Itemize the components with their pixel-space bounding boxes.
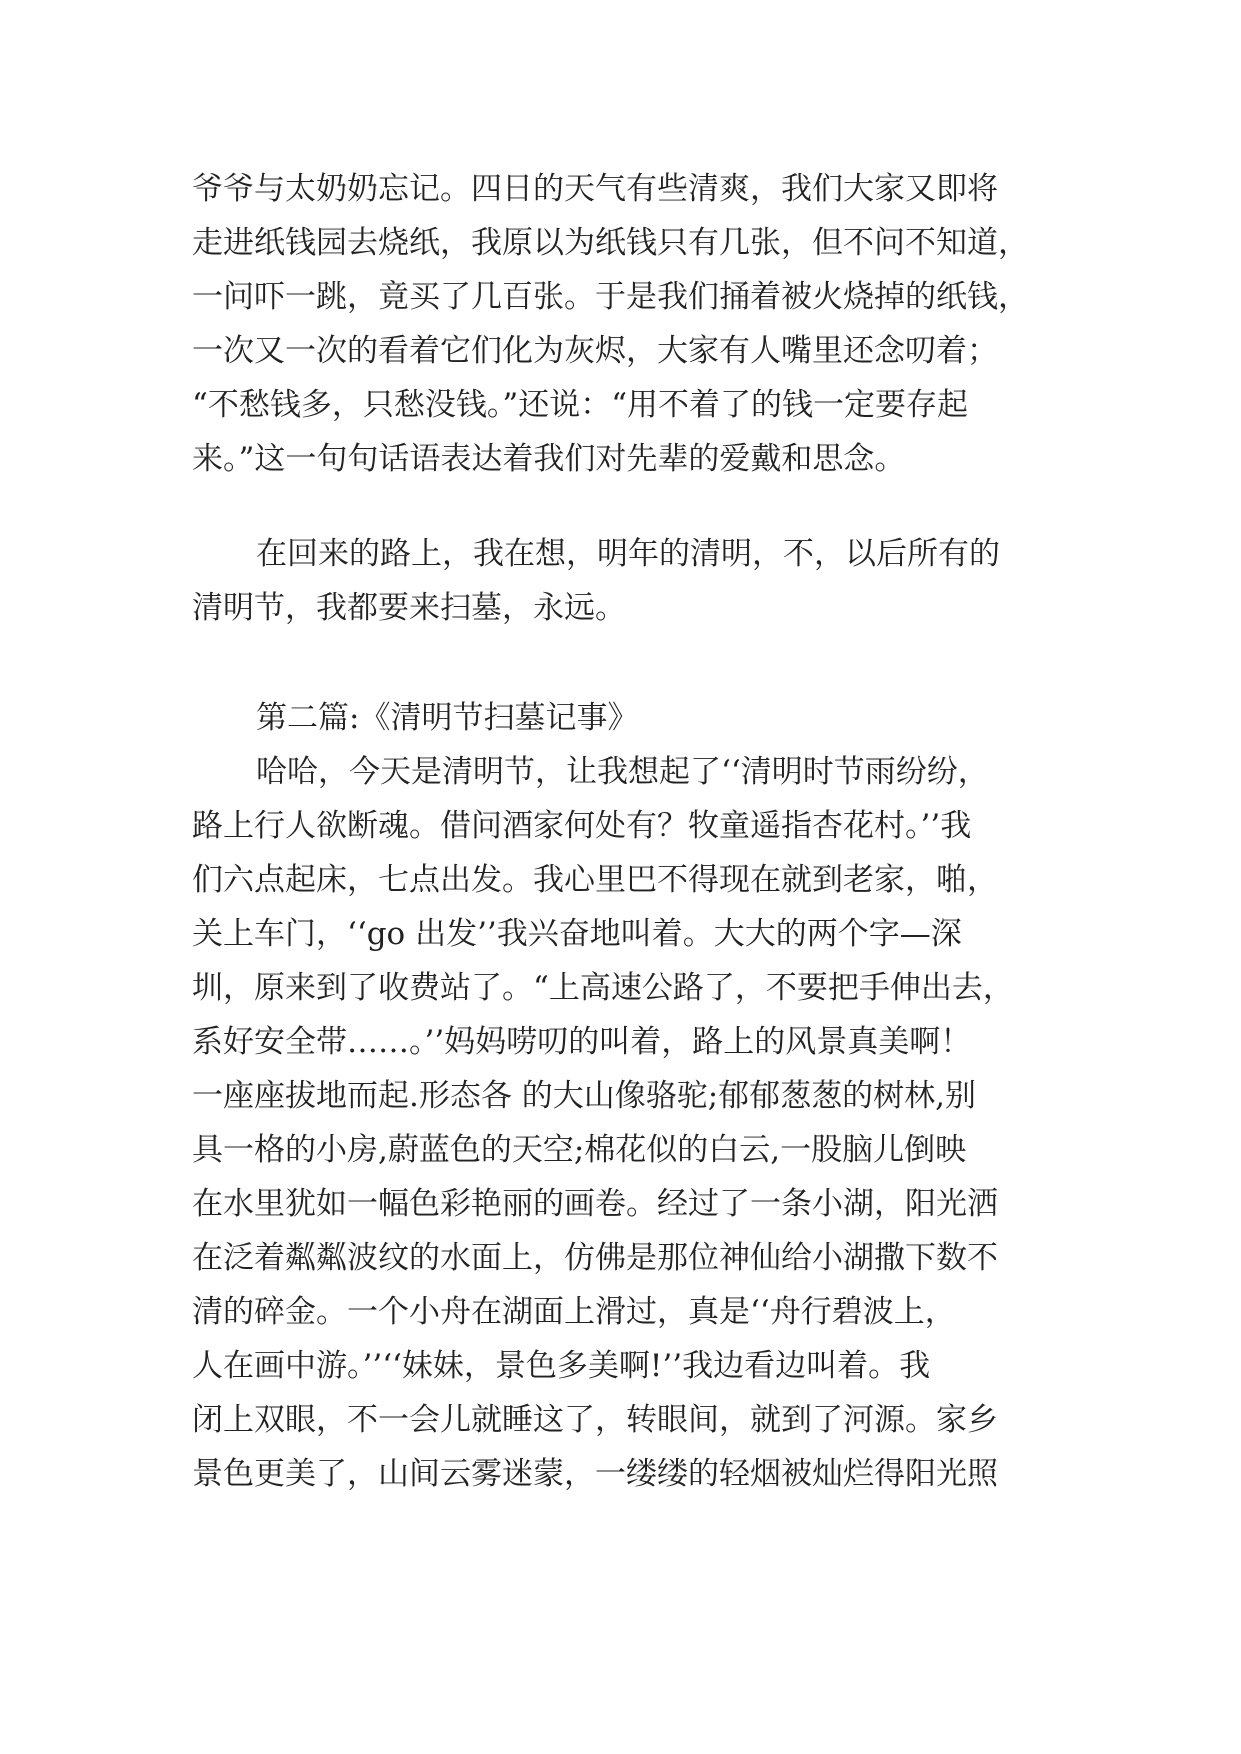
paragraph-continuation [192,162,1072,486]
text-line: 在泛着粼粼波纹的水面上，仿佛是那位神仙给小湖撒下数不 [192,1240,998,1276]
paragraph-ending [192,527,1072,635]
second-essay [192,691,1072,1501]
text-line: 一次又一次的看着它们化为灰烬，大家有人嘴里还念叨着； [192,333,998,369]
section-title: 第二篇:《清明节扫墓记事》 [256,700,639,736]
text-line: 景色更美了，山间云雾迷蒙，一缕缕的轻烟被灿烂得阳光照 [192,1456,998,1492]
text-line: 关上车门，‘‘go 出发’’我兴奋地叫着。大大的两个字—深 [192,916,962,952]
text-line: 系好安全带……。’’妈妈唠叨的叫着，路上的风景真美啊！ [192,1024,972,1060]
text-line: 清明节，我都要来扫墓，永远。 [192,590,626,626]
text-line: 清的碎金。一个小舟在湖面上滑过，真是‘‘舟行碧波上， [192,1294,956,1330]
text-line: 在水里犹如一幅色彩艳丽的画卷。经过了一条小湖，阳光洒 [192,1186,998,1222]
text-line: “不愁钱多，只愁没钱。”还说：“用不着了的钱一定要存起 [192,387,969,423]
text-line: 爷爷与太奶奶忘记。四日的天气有些清爽，我们大家又即将 [192,171,998,207]
text-line: 在回来的路上，我在想，明年的清明，不，以后所有的 [256,536,1000,572]
text-line: 一问吓一跳，竟买了几百张。于是我们捅着被火烧掉的纸钱， [192,279,1029,315]
text-line: 走进纸钱园去烧纸，我原以为纸钱只有几张，但不问不知道， [192,225,1029,261]
text-line: 哈哈，今天是清明节，让我想起了‘‘清明时节雨纷纷， [256,754,989,790]
text-line: 路上行人欲断魂。借问酒家何处有？牧童遥指杏花村。’’我 [192,808,972,844]
text-line: 圳，原来到了收费站了。“上高速公路了，不要把手伸出去， [192,970,1014,1006]
text-line: 们六点起床，七点出发。我心里巴不得现在就到老家，啪， [192,862,998,898]
text-line: 人在画中游。’’‘‘妹妹，景色多美啊!’’我边看边叫着。我 [192,1348,931,1384]
text-line: 来。”这一句句话语表达着我们对先辈的爱戴和思念。 [192,441,906,477]
text-line: 闭上双眼，不一会儿就睡这了，转眼间，就到了河源。家乡 [192,1402,998,1438]
text-line: 一座座拔地而起.形态各 的大山像骆驼;郁郁葱葱的树林,别 [192,1078,977,1114]
text-line: 具一格的小房,蔚蓝色的天空;棉花似的白云,一股脑儿倒映 [192,1132,967,1168]
